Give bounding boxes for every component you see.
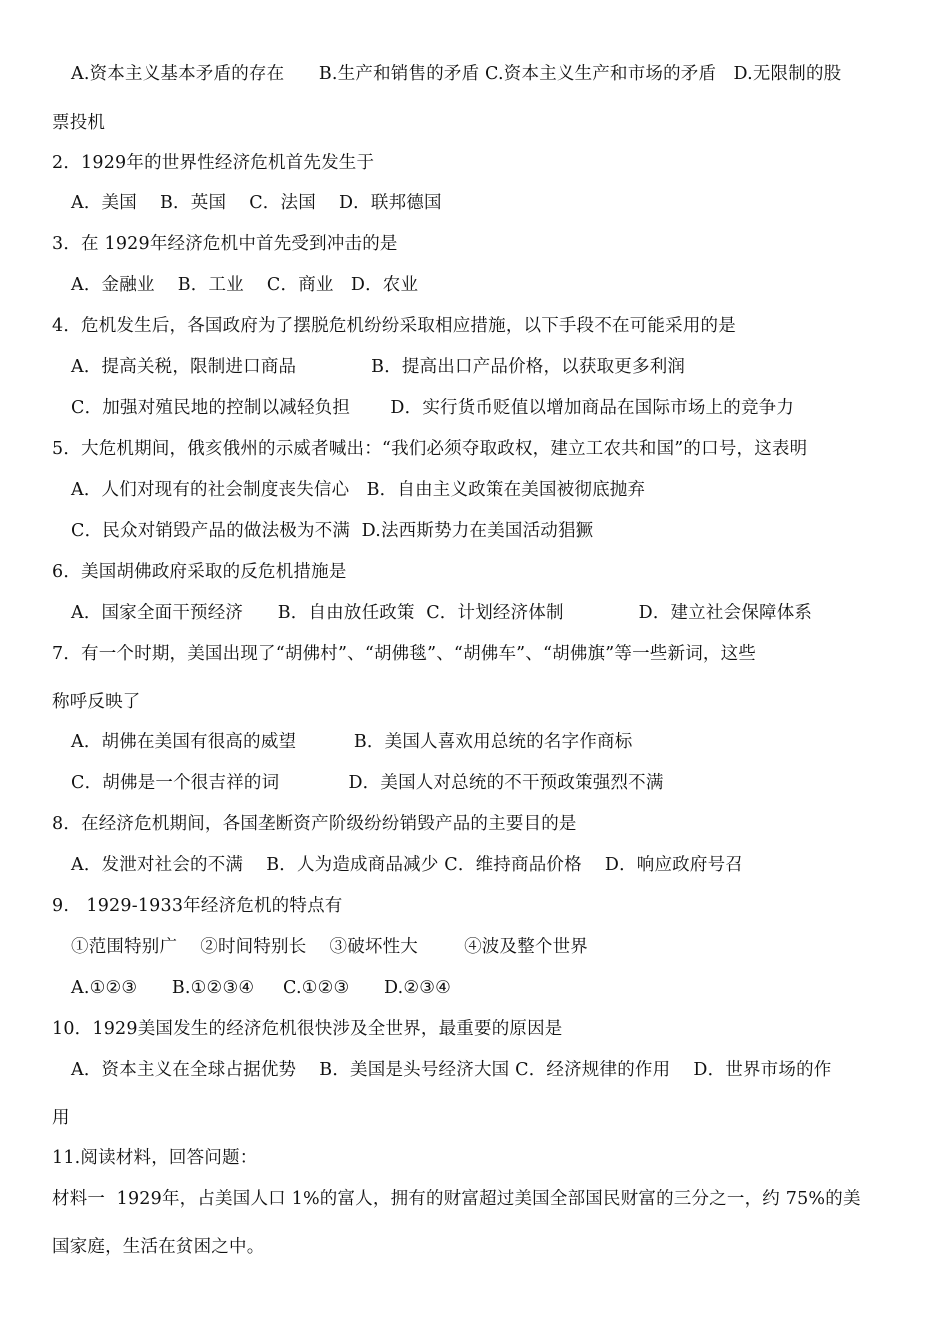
q4-options-cd: C．加强对殖民地的控制以减轻负担 D．实行货币贬值以增加商品在国际市场上的竞争力 [71,398,795,418]
q9-options: A.①②③ B.①②③④ C.①②③ D.②③④ [71,978,452,998]
q4-options-ab: A．提高关税，限制进口商品 B．提高出口产品价格，以获取更多利润 [71,357,686,377]
q1-options-line: A.资本主义基本矛盾的存在 B.生产和销售的矛盾 C.资本主义生产和市场的矛盾 D.无限制的股 [71,64,842,84]
question-3: 3．在 1929年经济危机中首先受到冲击的是 [52,234,398,254]
q6-options: A．国家全面干预经济 B．自由放任政策 C．计划经济体制 D．建立社会保障体系 [71,603,813,623]
question-4: 4．危机发生后，各国政府为了摆脱危机纷纷采取相应措施，以下手段不在可能采用的是 [52,316,736,336]
q10-options-continued: 用 [52,1108,70,1128]
q9-statements: ①范围特别广 ②时间特别长 ③破坏性大 ④波及整个世界 [71,937,589,957]
question-9: 9. 1929-1933年经济危机的特点有 [52,896,343,916]
q2-options: A．美国 B．英国 C．法国 D．联邦德国 [71,193,442,213]
question-5: 5．大危机期间，俄亥俄州的示威者喊出：“我们必须夺取政权，建立工农共和国”的口号，这表明 [52,439,808,459]
question-10: 10．1929美国发生的经济危机很快涉及全世界，最重要的原因是 [52,1019,563,1039]
material-1: 材料一 1929年，占美国人口 1%的富人，拥有的财富超过美国全部国民财富的三分之一，约 75%的美 [52,1189,861,1209]
question-8: 8．在经济危机期间，各国垄断资产阶级纷纷销毁产品的主要目的是 [52,814,577,834]
q7-options-ab: A．胡佛在美国有很高的威望 B．美国人喜欢用总统的名字作商标 [71,732,633,752]
q5-options-ab: A．人们对现有的社会制度丧失信心 B．自由主义政策在美国被彻底抛弃 [71,480,646,500]
q7-options-cd: C．胡佛是一个很吉祥的词 D．美国人对总统的不干预政策强烈不满 [71,773,664,793]
q10-options: A．资本主义在全球占据优势 B．美国是头号经济大国 C．经济规律的作用 D．世界市场的作 [71,1060,832,1080]
question-6: 6．美国胡佛政府采取的反危机措施是 [52,562,347,582]
q8-options: A．发泄对社会的不满 B．人为造成商品减少 C．维持商品价格 D．响应政府号召 [71,855,743,875]
question-7: 7．有一个时期，美国出现了“胡佛村”、“胡佛毯”、“胡佛车”、“胡佛旗”等一些新词，这些 [52,644,757,664]
question-2: 2．1929年的世界性经济危机首先发生于 [52,153,375,173]
material-1-continued: 国家庭，生活在贫困之中。 [52,1237,265,1257]
q3-options: A．金融业 B．工业 C．商业 D．农业 [71,275,419,295]
question-7-continued: 称呼反映了 [52,692,141,712]
question-11: 11.阅读材料，回答问题： [52,1148,258,1168]
q1-options-continued: 票投机 [52,113,106,133]
q5-options-cd: C．民众对销毁产品的做法极为不满 D.法西斯势力在美国活动猖獗 [71,521,594,541]
